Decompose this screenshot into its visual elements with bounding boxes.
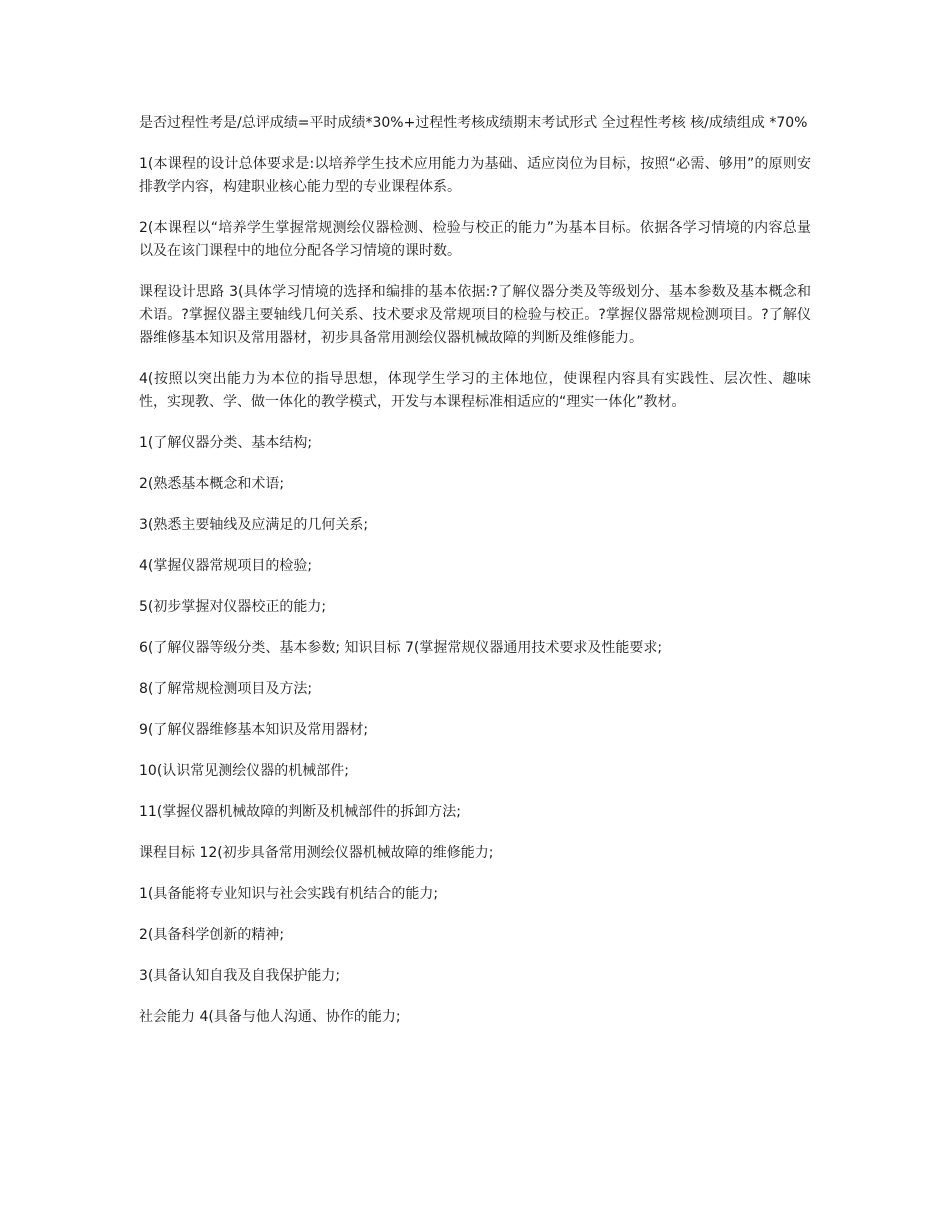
list-item: 1(了解仪器分类、基本结构; [139,435,313,451]
basic-goal-paragraph: 2(本课程以“培养学生掌握常规测绘仪器检测、检验与校正的能力”为基本目标。依据各学习情境的内容总量以及在该门课程中的地位分配各学习情境的课时数。 [139,220,811,259]
list-item: 10(认识常见测绘仪器的机械部件; [139,763,349,779]
assessment-paragraph: 是否过程性考是/总评成绩=平时成绩*30%+过程性考核成绩期末考试形式 全过程性考核 核/成绩组成 *70% [139,115,808,131]
list-item: 3(具备认知自我及自我保护能力; [139,968,341,984]
list-item: 8(了解常规检测项目及方法; [139,681,313,697]
list-item: 2(具备科学创新的精神; [139,927,285,943]
guiding-thought-paragraph: 4(按照以突出能力为本位的指导思想，体现学生学习的主体地位，使课程内容具有实践性、层次性、趣味性，实现教、学、做一体化的教学模式，开发与本课程标准相适应的“理实一体化”教材。 [139,371,811,410]
list-item: 5(初步掌握对仪器校正的能力; [139,599,327,615]
design-idea-paragraph: 课程设计思路 3(具体学习情境的选择和编排的基本依据:?了解仪器分类及等级划分、基本参数及基本概念和术语。?掌握仪器主要轴线几何关系、技术要求及常规项目的检验与校正。?掌握仪器常规检测项目。?了解仪器维修基本知识及常用器材，初步具备常用测绘仪器机械故障的判断及维修能力。 [139,284,811,346]
list-item: 课程目标 12(初步具备常用测绘仪器机械故障的维修能力; [139,845,494,861]
list-item: 9(了解仪器维修基本知识及常用器材; [139,722,369,738]
list-item: 6(了解仪器等级分类、基本参数; 知识目标 7(掌握常规仪器通用技术要求及性能要求; [139,640,663,656]
document-body [139,112,811,1047]
list-item: 11(掌握仪器机械故障的判断及机械部件的拆卸方法; [139,804,461,820]
list-item: 1(具备能将专业知识与社会实践有机结合的能力; [139,886,439,902]
design-requirement-paragraph: 1(本课程的设计总体要求是:以培养学生技术应用能力为基础、适应岗位为目标，按照“必需、够用”的原则安排教学内容，构建职业核心能力型的专业课程体系。 [139,156,811,195]
list-item: 社会能力 4(具备与他人沟通、协作的能力; [139,1009,401,1025]
list-item: 2(熟悉基本概念和术语; [139,476,285,492]
list-item: 3(熟悉主要轴线及应满足的几何关系; [139,517,369,533]
list-item: 4(掌握仪器常规项目的检验; [139,558,313,574]
